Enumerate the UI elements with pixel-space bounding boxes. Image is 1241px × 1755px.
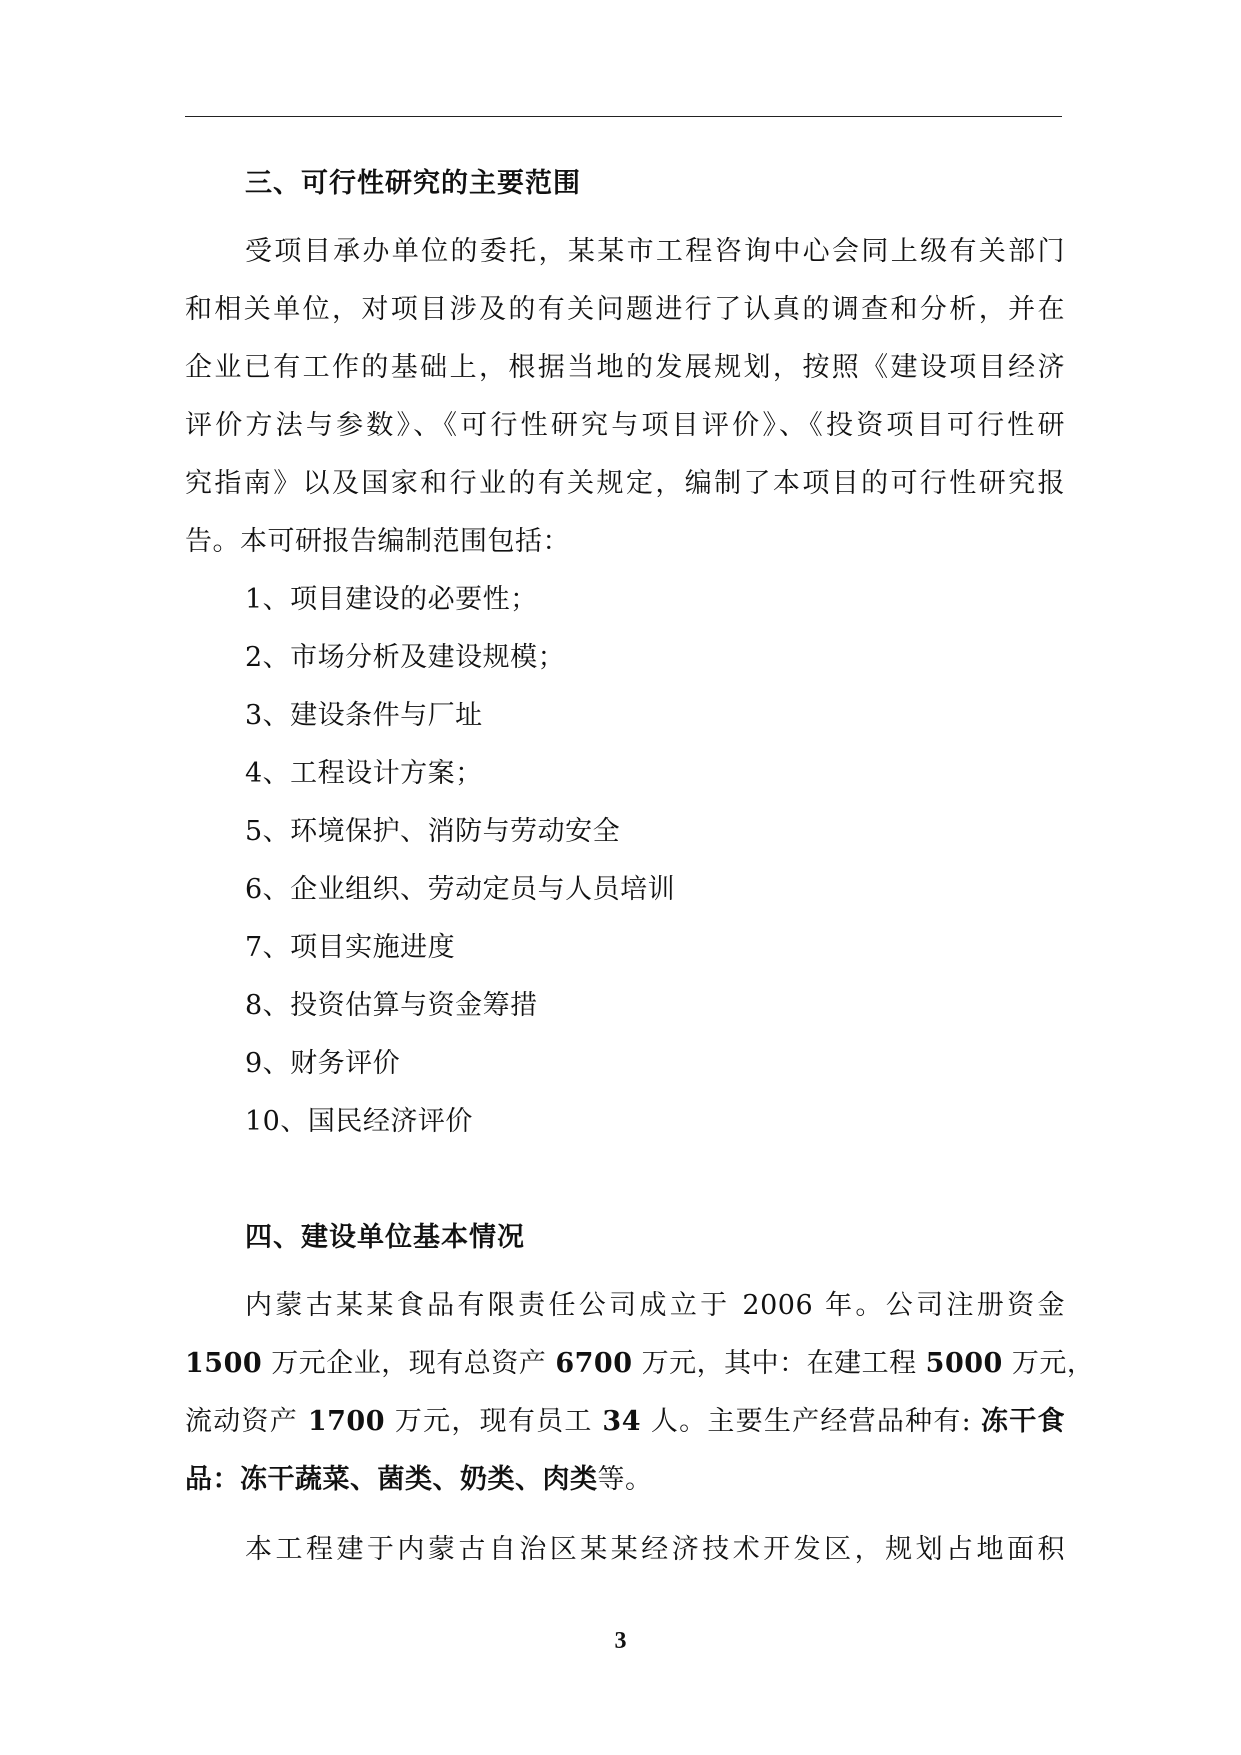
text-run: 万元，现有员工	[385, 1406, 603, 1437]
paragraph-line: 内蒙古某某食品有限责任公司成立于 2006 年。公司注册资金	[245, 1290, 1065, 1321]
product-emphasis: 品：冻干蔬菜、菌类、奶类、肉类	[185, 1464, 598, 1495]
list-item: 3、建设条件与厂址	[245, 700, 483, 731]
text-run: 万元企业，现有总资产	[262, 1348, 556, 1379]
value-construction: 5000	[925, 1348, 1003, 1379]
value-registered-capital: 1500	[185, 1348, 263, 1379]
paragraph-line: 企业已有工作的基础上，根据当地的发展规划，按照《建设项目经济	[185, 352, 1065, 383]
text-run: 万元，其中：在建工程	[632, 1348, 926, 1379]
list-item: 10、国民经济评价	[245, 1106, 473, 1137]
list-item: 4、工程设计方案；	[245, 758, 483, 789]
paragraph-line: 和相关单位，对项目涉及的有关问题进行了认真的调查和分析，并在	[185, 294, 1065, 325]
list-item: 5、环境保护、消防与劳动安全	[245, 816, 621, 847]
value-employees: 34	[602, 1406, 641, 1437]
paragraph-line: 评价方法与参数》、《可行性研究与项目评价》、《投资项目可行性研	[185, 410, 1065, 441]
text-run: 万元，	[1002, 1348, 1095, 1379]
list-item: 7、项目实施进度	[245, 932, 456, 963]
list-item: 9、财务评价	[245, 1048, 401, 1079]
paragraph-line: 本工程建于内蒙古自治区某某经济技术开发区，规划占地面积	[245, 1534, 1065, 1565]
section-heading-4: 四、建设单位基本情况	[245, 1222, 525, 1253]
paragraph-line	[185, 1402, 1065, 1442]
list-item: 6、企业组织、劳动定员与人员培训	[245, 874, 676, 905]
text-run: 人。主要生产经营品种有:	[641, 1406, 982, 1437]
text-run: 等。	[597, 1464, 653, 1495]
text-run: 流动资产	[185, 1406, 308, 1437]
value-total-assets: 6700	[555, 1348, 633, 1379]
product-emphasis: 冻干食	[981, 1406, 1066, 1437]
value-current-assets: 1700	[307, 1406, 385, 1437]
list-item: 1、项目建设的必要性；	[245, 584, 538, 615]
paragraph-line	[185, 1460, 1065, 1500]
paragraph-line: 究指南》以及国家和行业的有关规定，编制了本项目的可行性研究报	[185, 468, 1065, 499]
page-number: 3	[614, 1628, 627, 1654]
list-item: 2、市场分析及建设规模；	[245, 642, 566, 673]
paragraph-line	[185, 1344, 1095, 1384]
section-heading-3: 三、可行性研究的主要范围	[245, 168, 581, 199]
list-item: 8、投资估算与资金筹措	[245, 990, 538, 1021]
header-rule	[185, 116, 1062, 117]
paragraph-line: 告。本可研报告编制范围包括：	[185, 526, 570, 557]
paragraph-line: 受项目承办单位的委托，某某市工程咨询中心会同上级有关部门	[245, 236, 1065, 267]
